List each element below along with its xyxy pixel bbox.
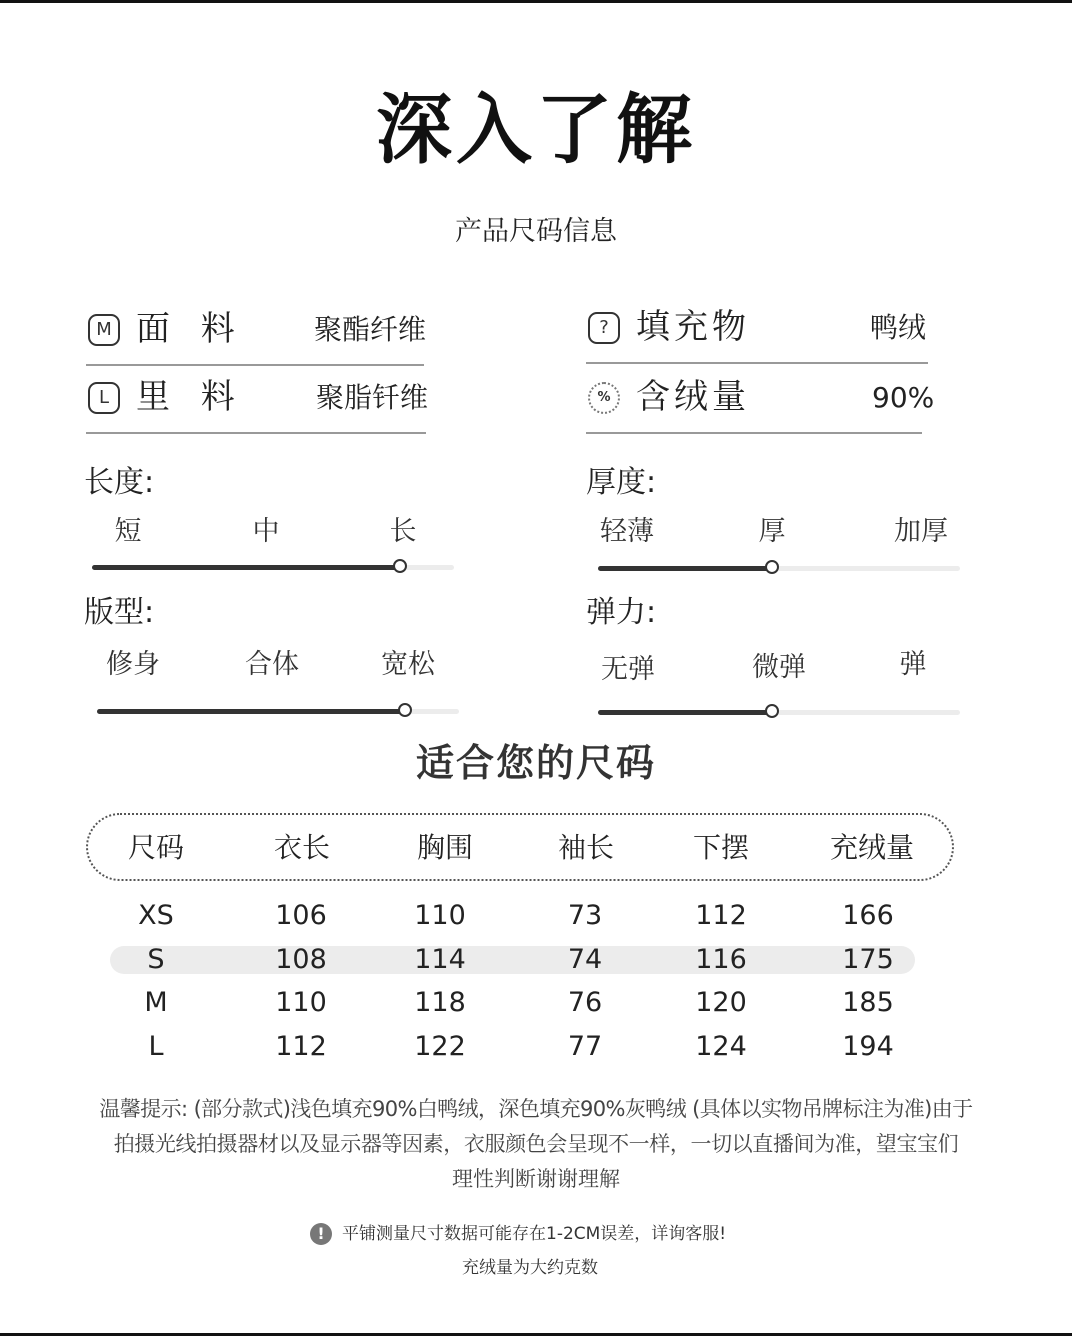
warning-icon: ! <box>310 1223 332 1245</box>
divider <box>586 432 922 434</box>
material-value: 90% <box>872 381 935 414</box>
table-cell: 74 <box>567 944 603 975</box>
material-row-shell <box>86 306 426 366</box>
table-cell: 120 <box>695 987 747 1018</box>
page-subtitle: 产品尺码信息 <box>455 216 617 247</box>
table-cell: 116 <box>695 944 747 975</box>
m-icon: M <box>88 314 120 346</box>
table-cell: 122 <box>414 1031 466 1062</box>
table-cell: 175 <box>842 944 894 975</box>
header-size: 尺码 <box>127 831 185 864</box>
table-cell: XS <box>138 900 174 931</box>
fit-slider-knob <box>398 703 412 717</box>
note-line-3: 理性判断谢谢理解 <box>452 1167 620 1191</box>
table-cell: 73 <box>567 900 603 931</box>
table-cell: L <box>148 1031 164 1062</box>
divider <box>86 432 426 434</box>
table-cell: 112 <box>695 900 747 931</box>
thickness-slider-knob <box>765 560 779 574</box>
fit-option: 修身 <box>106 649 160 680</box>
thickness-slider <box>598 566 960 571</box>
divider <box>586 362 928 364</box>
thickness-option: 轻薄 <box>600 516 654 547</box>
table-cell: 108 <box>275 944 327 975</box>
material-label: 填充物 <box>636 307 750 347</box>
material-row-filling <box>586 304 930 364</box>
material-label: 含绒量 <box>636 377 750 417</box>
thickness-option: 厚 <box>758 516 786 547</box>
table-cell: 124 <box>695 1031 747 1062</box>
thickness-title: 厚度: <box>586 465 657 500</box>
page-title: 深入了解 <box>376 85 696 174</box>
thickness-option: 加厚 <box>894 516 948 547</box>
length-option: 短 <box>114 516 142 547</box>
table-cell: S <box>147 944 165 975</box>
elasticity-option: 无弹 <box>601 654 655 685</box>
table-cell: 76 <box>567 987 603 1018</box>
thickness-slider-fill <box>598 566 772 571</box>
note-line-1: 温馨提示: (部分款式)浅色填充90%白鸭绒，深色填充90%灰鸭绒 (具体以实物吊牌标注为准)由于 <box>99 1097 973 1121</box>
highlighted-row-bg <box>110 946 915 974</box>
table-cell: 112 <box>275 1031 327 1062</box>
percent-icon: % <box>588 382 620 414</box>
size-table-header <box>86 813 954 881</box>
header-length: 衣长 <box>273 831 331 864</box>
table-cell: 106 <box>275 900 327 931</box>
fill-weight-note: 充绒量为大约克数 <box>462 1258 598 1278</box>
length-slider-fill <box>92 565 400 570</box>
note-line-2: 拍摄光线拍摄器材以及显示器等因素，衣服颜色会呈现不一样，一切以直播间为准，望宝宝们 <box>113 1132 959 1156</box>
material-label: 面 料 <box>136 309 245 349</box>
elasticity-option: 微弹 <box>752 652 806 683</box>
material-label: 里 料 <box>136 377 245 417</box>
header-sleeve: 袖长 <box>557 831 615 864</box>
length-title: 长度: <box>84 465 155 500</box>
material-row-down-content <box>586 374 935 434</box>
size-section-title: 适合您的尺码 <box>415 741 656 785</box>
material-value: 聚脂钎维 <box>316 381 429 414</box>
fit-option: 宽松 <box>381 649 435 680</box>
table-cell: 166 <box>842 900 894 931</box>
header-chest: 胸围 <box>416 831 474 864</box>
l-icon: L <box>88 382 120 414</box>
table-cell: 194 <box>842 1031 894 1062</box>
fit-title: 版型: <box>84 595 155 630</box>
material-row-lining <box>86 374 429 434</box>
material-value: 鸭绒 <box>870 311 927 344</box>
length-option: 长 <box>389 516 417 547</box>
table-cell: M <box>144 987 168 1018</box>
material-value: 聚酯纤维 <box>314 313 427 346</box>
table-cell: 77 <box>567 1031 603 1062</box>
divider <box>86 364 424 366</box>
fit-slider-fill <box>97 709 405 714</box>
elasticity-option: 弹 <box>899 649 927 680</box>
table-cell: 185 <box>842 987 894 1018</box>
elasticity-slider-fill <box>598 710 772 715</box>
top-border <box>0 0 1072 3</box>
header-fill-weight: 充绒量 <box>829 831 915 864</box>
elasticity-slider <box>598 710 960 715</box>
question-icon: ? <box>588 312 620 344</box>
length-slider-knob <box>393 559 407 573</box>
elasticity-slider-knob <box>765 704 779 718</box>
header-hem: 下摆 <box>692 831 750 864</box>
fit-slider <box>97 709 459 714</box>
length-slider <box>92 565 454 570</box>
length-option: 中 <box>252 516 280 547</box>
fit-option: 合体 <box>245 649 299 680</box>
table-cell: 114 <box>414 944 466 975</box>
table-cell: 110 <box>414 900 466 931</box>
elasticity-title: 弹力: <box>586 595 657 630</box>
measurement-warning: 平铺测量尺寸数据可能存在1-2CM误差，详询客服! <box>342 1224 727 1244</box>
table-cell: 118 <box>414 987 466 1018</box>
table-cell: 110 <box>275 987 327 1018</box>
